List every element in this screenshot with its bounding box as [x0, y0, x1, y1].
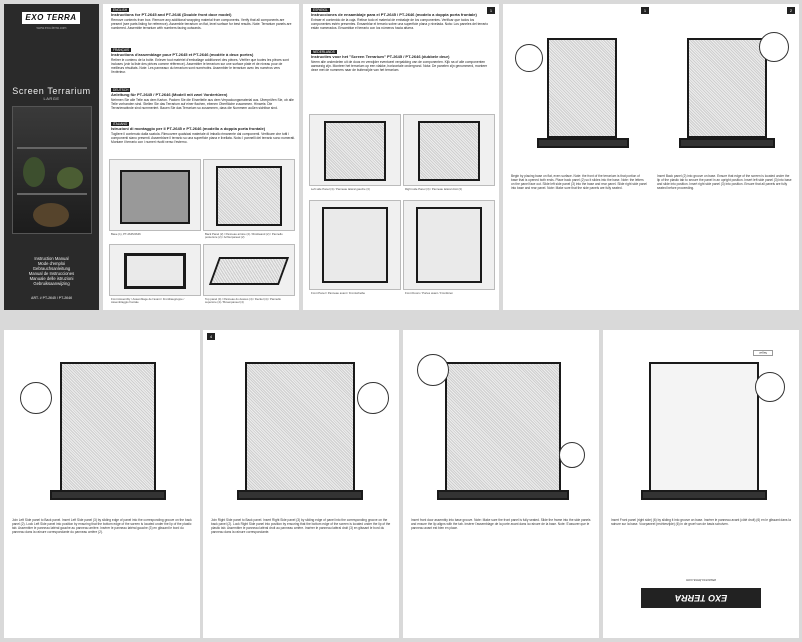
- step6-text: Insert Front panel (right side) (6) by sliding it into groove on base. Insérer le panneau avant (côté droit) (6) en le glissant dans la rainure sur la base. Voorpaneel (rechterzijde) (6) in de groef van de basis schuiven.: [611, 518, 791, 527]
- section-nl: [311, 50, 491, 72]
- instructions-panel-2: [303, 4, 499, 310]
- section-heading: Instructions for PT-2645 and PT-2646 (Double front door model): [111, 12, 232, 18]
- step5-image: [409, 342, 593, 512]
- page-number: 2: [787, 7, 795, 14]
- manual-title-es: Manual de Instrucciones: [28, 271, 75, 276]
- step4-image: [209, 342, 393, 512]
- caption-right-side: Right side Panel (3) / Panneau latéral droit (3): [405, 187, 462, 191]
- lang-tag: ESPAÑOL: [313, 8, 328, 12]
- lang-tag: DEUTSCH: [113, 88, 129, 92]
- lang-tag: ENGLISH: [113, 8, 127, 12]
- base-image: [109, 159, 201, 231]
- instructions-panel-1: [103, 4, 299, 310]
- brand-logo: EXO TERRA: [22, 12, 80, 24]
- manual-title-nl: Gebruiksaanwijzing: [33, 281, 70, 286]
- page-number-left: 1: [641, 7, 649, 14]
- product-title: Screen Terrarium: [12, 86, 91, 96]
- section-heading: Instructies voor het "Screen Terrarium" PT-2645 / PT-2646 (dubbele deur): [311, 54, 450, 60]
- section-heading: Anleitung für PT-2645 / PT-2646 (Modell mit zwei Vordertüren): [111, 92, 228, 98]
- instructions-panel-3: [503, 4, 799, 310]
- step-panel-3: [4, 330, 200, 638]
- section-es: [311, 8, 491, 30]
- step-panel-6: [603, 330, 799, 638]
- lang-tag: ITALIANO: [113, 122, 128, 126]
- right-side-panel-image: [403, 114, 495, 186]
- section-heading: Istruzioni di montaggio per il PT-2645 e PT-2646 (modello a doppia porta frontale): [111, 126, 266, 132]
- back-url: www.exo-terra.com: [686, 578, 716, 583]
- caption-back-panel: Back Panel (2) / Panneau arrière (2) / Rückwand (2) / Pannello posteriore (2) / Achterpaneel (2): [205, 232, 283, 240]
- caption-front-doors: Front Doors / Portes avant / Fronttüren: [405, 291, 454, 295]
- product-size: LARGE: [43, 96, 60, 101]
- brand-url: www.exo-terra.com: [36, 26, 67, 30]
- section-body: Remove contents from box. Remove any additional wrapping material from components. Verify that all components are present (see parts listing for reference). Assemble terrarium on flat, level surface for best results. Note: Terrarium panels are numbered. Assemble terrarium with numbers facing outwards.: [111, 18, 292, 31]
- front-panel-image: [309, 200, 401, 290]
- step-panel-5: [403, 330, 599, 638]
- manual-title-fr: Mode d'emploi: [37, 261, 66, 266]
- section-de: [111, 88, 295, 110]
- caption-front-assembly: Front Assembly / Assemblage de l'avant / Frontbaugruppe / Assemblaggio frontale: [111, 297, 185, 305]
- step1-text: Begin by placing base on flat, even surface. Note: the front of the terrarium is that portion of base that is opened both ends. Place back panel (2) so it slides into the base. Note: the letters on the panel face out. Slide left side panel (3) into the base and rear panel. Slide right side panel into base and rear panel. Note: Make sure that the side panels are fully seated.: [511, 174, 647, 191]
- section-body: Extraer el contenido de la caja. Retirar todo el material de embalaje de los componentes. Verificar que todos los componentes estén presentes. Ensamblar el terrario sobre una superficie plana y nivelada. Nota: Los paneles del terrario están numerados. Ensamblar el terrario con los números hacia afuera.: [311, 18, 489, 31]
- back-panel-image: [203, 159, 295, 231]
- section-body: Togliere il contenuto dalla scatola. Rimuovere qualsiasi materiale di imballo rimanente dai componenti. Verificare che tutti i componenti siano presenti. Assemblare il terrario su una superficie piana e livellata. Nota: I pannelli del terrario sono numerati. Montare il terrario con i numeri rivolti verso l'esterno.: [111, 132, 295, 145]
- back-logo: EXO TERRA: [641, 588, 761, 608]
- step6-image: [609, 342, 793, 512]
- manual-languages: [4, 256, 99, 286]
- section-body: Retirer le contenu de la boîte. Enlever tout matériel d'emballage additionnel des pièces. Vérifier que toutes les pièces sont incluses (voir la liste des pièces comme référence). Assembler le terrarium sur une surface plate et de niveau pour de meilleurs résultats. Note: Les panneaux du terrarium sont numérotés. Assembler le terrarium avec les numéros vers l'extérieur.: [111, 58, 289, 75]
- step2-text: Insert Back panel (2) into groove on base. Ensure that edge of the screen is located under the lip of the plastic tab to secure the panel in an upright position. Insert left side panel (3) into base and slide into position. Insert right side panel (3) into position. Ensure that all panels are fully seated before proceeding.: [657, 174, 792, 191]
- manual-title-it: Manuale delle istruzioni: [29, 276, 74, 281]
- section-body: Neem alle onderdelen uit de doos en verwijder eventueel verpakking van de componenten. Kijk na of alle componenten aanwezig zijn. Monteer het terrarium op een vlakke, horizontale ondergrond. Nota: De panelen zijn genummerd, monteer deze met de nummers naar de buitenzijde van het terrarium.: [311, 60, 488, 73]
- section-heading: Instrucciones de ensamblaje para el PT-2645 / PT-2646 (modelo a doppia porta frontale): [311, 12, 477, 18]
- manual-title-de: Gebrauchsanleitung: [32, 266, 71, 271]
- section-body: Nehmen Sie alle Teile aus dem Karton. Packen Sie die Einzelteile aus dem Verpackungsmaterial aus. Überprüfen Sie, ob alle Teile vorhanden sind. Stellen Sie das Terrarium auf einer flachen, ebenen Oberfläche zusammen. Hinweis: Die Terrarienwände sind nummeriert. Bauen Sie das Terrarium so zusammen, dass die Nummern außen sichtbar sind.: [111, 98, 294, 111]
- caption-base: Base (1), PT-2645/2646: [111, 232, 141, 236]
- page-number: 4: [207, 333, 215, 340]
- lang-tag: NEDERLANDS: [313, 50, 335, 54]
- step2-image: [655, 18, 795, 168]
- step3-text: Join Left Side panel to Back panel. Insert Left Side panel (3) by sliding edge of panel into the corresponding groove on the back panel (2). Lock Left Side panel into position by ensuring that the bottom edge of the screen is located under the lip of the plastic tab. Assembler le panneau latéral gauche au panneau arrière. Insérer le panneau latéral gauche (3) en glissant le bord du panneau dans la rainure correspondante du panneau arrière (2).: [12, 518, 192, 535]
- caption-top-panel: Top panel (4) / Panneau du dessus (4) / Deckel (4) / Pannello superiore (4) / Bovenpaneel (4): [205, 297, 281, 305]
- step1-image: [507, 18, 647, 168]
- hagen-logo: hagen: [753, 350, 773, 356]
- terrarium-photo: [12, 106, 92, 234]
- lang-tag: FRANÇAIS: [113, 48, 130, 52]
- section-heading: Instructions d'assemblage pour PT-2645 et PT-2646 (modèle à deux portes): [111, 52, 254, 58]
- top-panel-image: [203, 244, 295, 296]
- caption-front-panel: Front Panel / Panneau avant / Frontscheibe: [311, 291, 366, 295]
- step-panel-4: [203, 330, 399, 638]
- caption-left-side: Left side Panel (3) / Panneau latéral gauche (3): [311, 187, 370, 191]
- left-side-panel-image: [309, 114, 401, 186]
- article-number: ART. # PT-2645 / PT-2646: [30, 296, 73, 300]
- front-doors-image: [403, 200, 495, 290]
- step5-text: Insert front door assembly into base groove. Note: Make sure the front panel is fully seated. Slide the frame into the side panels and ensure the lip aligns with the tab. Insérer l'assemblage de la porte avant dans la rainure de la base. Note: S'assurer que le panneau avant est bien en place.: [411, 518, 591, 531]
- step4-text: Join Right Side panel to Back panel. Insert Right Side panel (3) by sliding edge of panel into the corresponding groove on the back panel (2). Lock Right Side panel into position by ensuring that the bottom edge of the screen is located under the lip of the plastic tab. Assembler le panneau latéral droit au panneau arrière. Insérer le panneau latéral droit (3) en glissant le bord du panneau dans la rainure correspondante.: [211, 518, 391, 535]
- front-assembly-image: [109, 244, 201, 296]
- section-fr: [111, 48, 295, 75]
- manual-title-en: Instruction Manual: [34, 256, 69, 261]
- section-it: [111, 122, 295, 144]
- step3-image: [10, 342, 194, 512]
- page-number: 1: [487, 7, 495, 14]
- cover-panel: [4, 4, 99, 310]
- section-en: [111, 8, 295, 30]
